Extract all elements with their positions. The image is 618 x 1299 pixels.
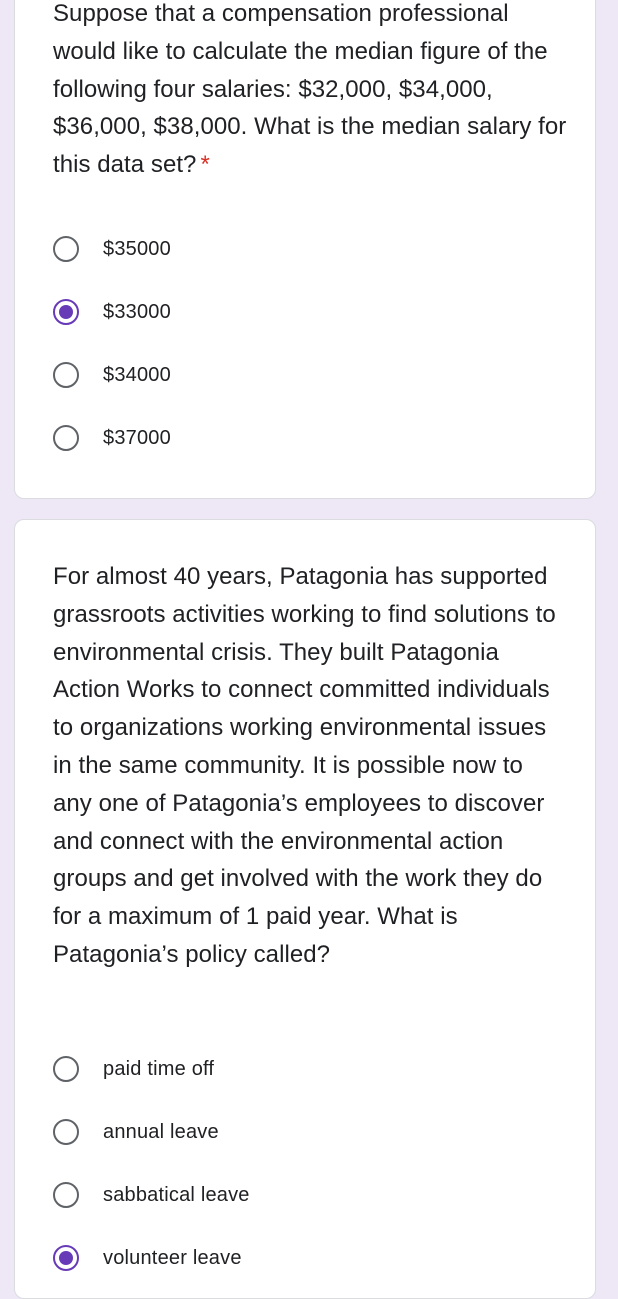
option-sabbatical-leave[interactable]	[53, 1175, 250, 1215]
radio-button-icon[interactable]	[53, 1119, 79, 1145]
option-label: $33000	[103, 300, 171, 323]
option-label: $35000	[103, 237, 171, 260]
option-label: $37000	[103, 426, 171, 449]
radio-button-selected-icon[interactable]	[53, 299, 79, 325]
radio-button-icon[interactable]	[53, 1182, 79, 1208]
option-volunteer-leave[interactable]	[53, 1238, 242, 1278]
radio-button-icon[interactable]	[53, 1056, 79, 1082]
option-34000[interactable]	[53, 355, 171, 395]
radio-button-icon[interactable]	[53, 425, 79, 451]
option-paid-time-off[interactable]	[53, 1049, 214, 1089]
option-35000[interactable]	[53, 229, 171, 269]
option-label: sabbatical leave	[103, 1183, 250, 1206]
question-card-patagonia-policy	[14, 519, 596, 1299]
option-label: annual leave	[103, 1120, 219, 1143]
question-text: For almost 40 years, Patagonia has supported grassroots activities working to find solutions to environmental crisis. They built Patagonia Action Works to connect committed individuals to organizations working environmental issues in the same community. It is possible now to any one of Patagonia’s employees to discover and connect with the environmental action groups and get involved with the work they do for a maximum of 1 paid year. What is Patagonia’s policy called?	[53, 563, 556, 968]
radio-button-icon[interactable]	[53, 362, 79, 388]
option-label: $34000	[103, 363, 171, 386]
radio-button-selected-icon[interactable]	[53, 1245, 79, 1271]
question-card-median-salary	[14, 0, 596, 499]
option-label: volunteer leave	[103, 1246, 242, 1269]
option-33000[interactable]	[53, 292, 171, 332]
option-annual-leave[interactable]	[53, 1112, 219, 1152]
radio-button-icon[interactable]	[53, 236, 79, 262]
required-asterisk: *	[200, 151, 210, 179]
option-37000[interactable]	[53, 418, 171, 458]
option-label: paid time off	[103, 1057, 215, 1080]
question-text: Suppose that a compensation professional would like to calculate the median figure of the following four salaries: $32,000, $34,000, $36,000, $38,000. What is the median salary for this data set? *	[53, 0, 567, 179]
